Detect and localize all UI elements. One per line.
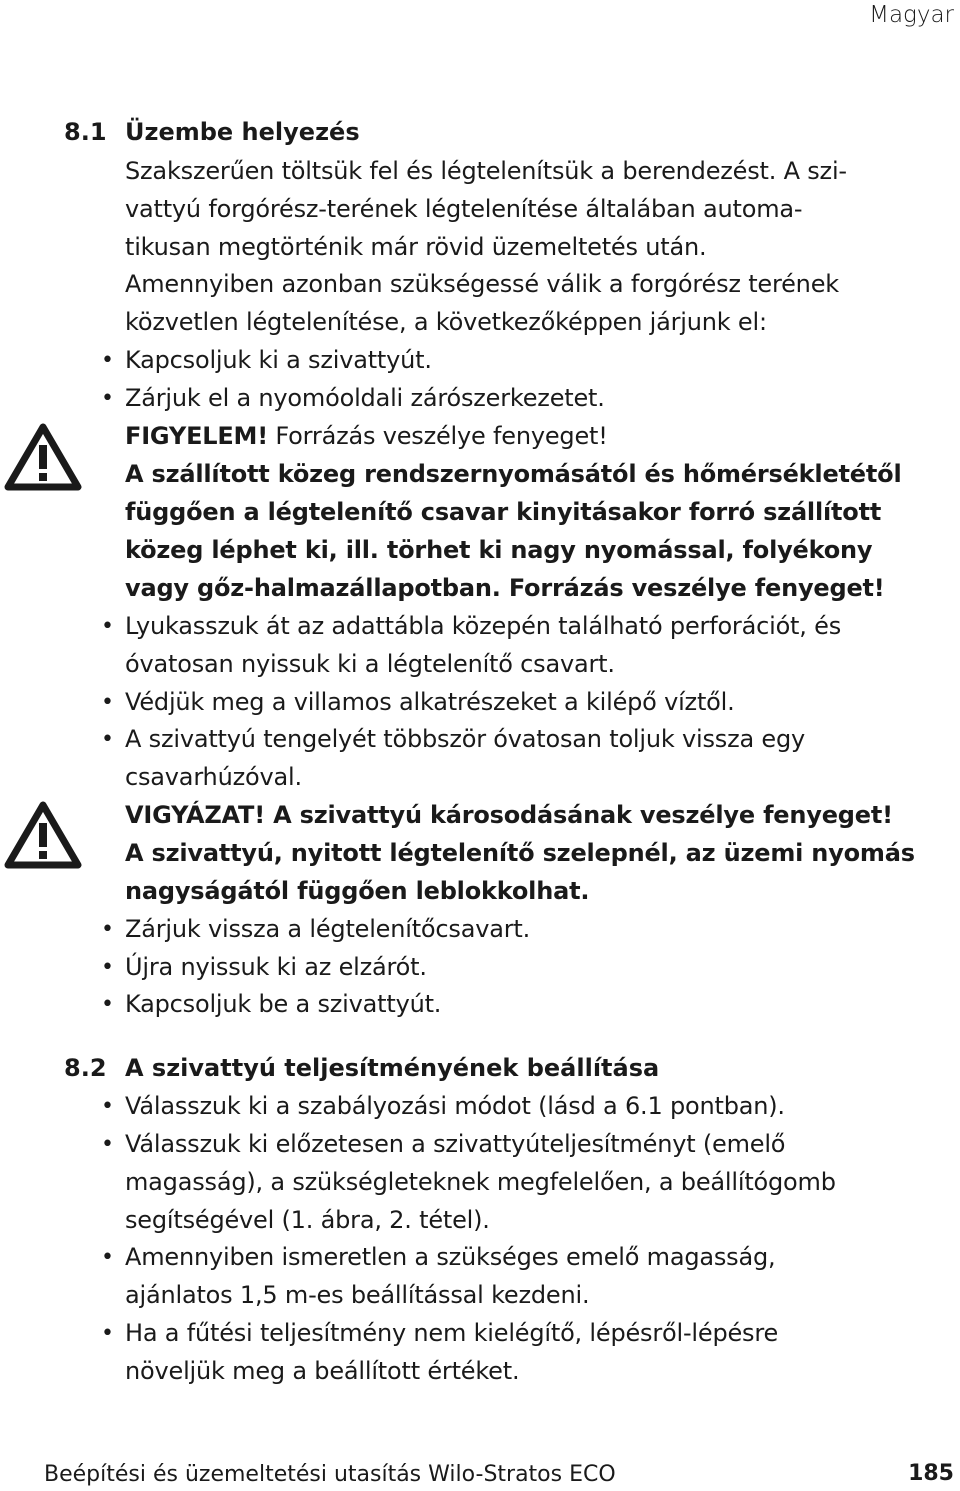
warning-label-rest: Forrázás veszélye fenyeget! [268,422,608,450]
list-item: Zárjuk el a nyomóoldali zárószerkezetet. [125,384,605,412]
warning-text-line: vagy gőz-halmazállapotban. Forrázás veszélye fenyeget! [125,574,885,602]
list-item: Lyukasszuk át az adattábla közepén található perforációt, és [125,612,841,640]
list-item: Kapcsoljuk ki a szivattyút. [125,346,432,374]
bullet-dot: • [101,955,114,980]
paragraph-line: vattyú forgórész-terének légtelenítése általában automa- [125,195,803,223]
caution-text-line: nagyságától függően leblokkolhat. [125,877,590,905]
page-number: 185 [908,1461,954,1486]
warning-triangle-icon [4,423,82,491]
bullet-dot: • [101,1094,114,1119]
warning-triangle-icon [4,801,82,869]
footer-document-title: Beépítési és üzemeltetési utasítás Wilo-Stratos ECO [44,1462,616,1487]
bullet-dot: • [101,1132,114,1157]
section-8-2-title: A szivattyú teljesítményének beállítása [125,1054,660,1082]
list-item-continuation: növeljük meg a beállított értéket. [125,1357,520,1385]
section-8-1-number: 8.1 [64,118,107,146]
warning-text-line: függően a légtelenítő csavar kinyitásakor forró szállított [125,498,882,526]
warning-label: FIGYELEM! [125,422,268,450]
list-item-continuation: csavarhúzóval. [125,763,302,791]
list-item: Zárjuk vissza a légtelenítőcsavart. [125,915,531,943]
list-item: Kapcsoljuk be a szivattyút. [125,990,442,1018]
list-item: Védjük meg a villamos alkatrészeket a kilépő víztől. [125,688,735,716]
warning-heading [125,422,608,450]
warning-text-line: közeg léphet ki, ill. törhet ki nagy nyomással, folyékony [125,536,873,564]
bullet-dot: • [101,917,114,942]
caution-text-line: VIGYÁZAT! A szivattyú károsodásának veszélye fenyeget! [125,801,893,829]
list-item-continuation: óvatosan nyissuk ki a légtelenítő csavart. [125,650,615,678]
paragraph-line: Szakszerűen töltsük fel és légtelenítsük a berendezést. A szi- [125,157,847,185]
list-item: Ha a fűtési teljesítmény nem kielégítő, lépésről-lépésre [125,1319,779,1347]
list-item-continuation: segítségével (1. ábra, 2. tétel). [125,1206,490,1234]
warning-text-line: A szállított közeg rendszernyomásától és hőmérsékletétől [125,460,902,488]
bullet-dot: • [101,348,114,373]
list-item-continuation: ajánlatos 1,5 m-es beállítással kezdeni. [125,1281,590,1309]
section-8-1-title: Üzembe helyezés [125,118,360,146]
list-item-continuation: magasság), a szükségleteknek megfelelően, a beállítógomb [125,1168,836,1196]
bullet-dot: • [101,614,114,639]
paragraph-line: tikusan megtörténik már rövid üzemeltetés után. [125,233,707,261]
language-label: Magyar [869,2,954,28]
list-item: Újra nyissuk ki az elzárót. [125,953,427,981]
bullet-dot: • [101,992,114,1017]
list-item: A szivattyú tengelyét többször óvatosan toljuk vissza egy [125,725,806,753]
list-item: Válasszuk ki a szabályozási módot (lásd a 6.1 pontban). [125,1092,785,1120]
list-item: Amennyiben ismeretlen a szükséges emelő magasság, [125,1243,776,1271]
bullet-dot: • [101,690,114,715]
paragraph-line: Amennyiben azonban szükségessé válik a forgórész terének [125,270,839,298]
bullet-dot: • [101,1245,114,1270]
bullet-dot: • [101,1321,114,1346]
caution-text-line: A szivattyú, nyitott légtelenítő szelepnél, az üzemi nyomás [125,839,915,867]
section-8-2-number: 8.2 [64,1054,107,1082]
list-item: Válasszuk ki előzetesen a szivattyúteljesítményt (emelő [125,1130,786,1158]
paragraph-line: közvetlen légtelenítése, a következőképpen járjunk el: [125,308,767,336]
bullet-dot: • [101,727,114,752]
bullet-dot: • [101,386,114,411]
